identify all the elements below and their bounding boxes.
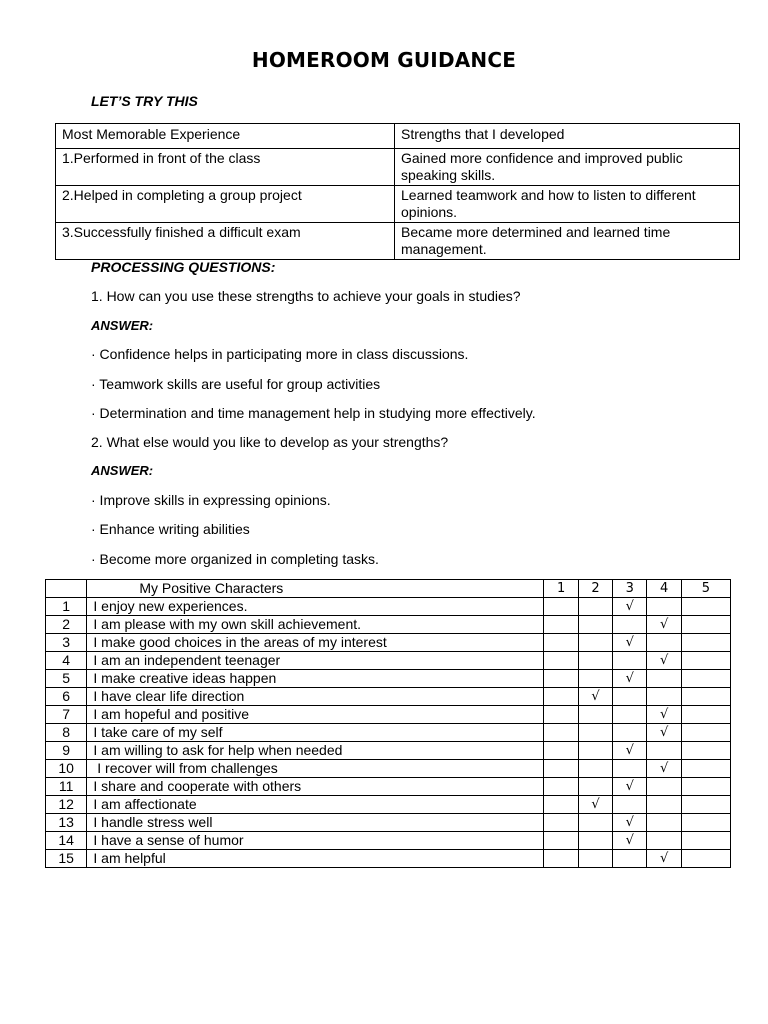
rating-cell-3 <box>613 778 647 796</box>
check-mark: √ <box>625 743 634 758</box>
rating-cell-1 <box>544 652 578 670</box>
table-row <box>46 778 731 796</box>
rating-cell-5 <box>681 850 730 868</box>
rating-cell-1 <box>544 850 578 868</box>
row-number-cell: 9 <box>46 742 87 760</box>
rating-cell-4 <box>647 832 681 850</box>
character-statement-cell: I make creative ideas happen <box>87 670 544 688</box>
rating-cell-5 <box>681 616 730 634</box>
rating-cell-4 <box>647 778 681 796</box>
rating-cell-1 <box>544 760 578 778</box>
experience-cell: 1.Performed in front of the class <box>56 149 395 186</box>
row-number-cell: 11 <box>46 778 87 796</box>
rating-cell-4 <box>647 688 681 706</box>
character-statement-cell: I have a sense of humor <box>87 832 544 850</box>
rating-cell-1 <box>544 634 578 652</box>
character-statement-cell: I handle stress well <box>87 814 544 832</box>
table-row <box>46 850 731 868</box>
strength-cell: Became more determined and learned time management. <box>395 223 740 260</box>
check-mark: √ <box>659 707 669 722</box>
row-number-cell: 3 <box>46 634 87 652</box>
character-statement-cell: I am hopeful and positive <box>87 706 544 724</box>
rating-cell-4 <box>647 706 681 724</box>
rating-cell-5 <box>681 814 730 832</box>
section-subtitle: LET’S TRY THIS <box>91 93 198 109</box>
table-row <box>46 742 731 760</box>
character-statement-cell: I am affectionate <box>87 796 544 814</box>
table-row <box>46 832 731 850</box>
answer-1-item: · Determination and time management help in studying more effectively. <box>91 405 536 421</box>
rating-cell-1 <box>544 706 578 724</box>
table-row <box>56 186 740 223</box>
row-number-cell: 12 <box>46 796 87 814</box>
rating-cell-5 <box>681 652 730 670</box>
rating-cell-2 <box>578 778 612 796</box>
rating-cell-1 <box>544 778 578 796</box>
answer-1-item: · Teamwork skills are useful for group activities <box>91 376 381 392</box>
rating-cell-2 <box>578 598 612 616</box>
table-row <box>46 652 731 670</box>
rating-cell-5 <box>681 742 730 760</box>
row-number-cell: 2 <box>46 616 87 634</box>
scale-header-1: 1 <box>544 580 578 598</box>
row-number-cell: 10 <box>46 760 87 778</box>
rating-cell-3 <box>613 598 647 616</box>
table-row <box>46 688 731 706</box>
table-row <box>46 670 731 688</box>
rating-cell-1 <box>544 598 578 616</box>
table-header-row <box>56 124 740 149</box>
rating-cell-1 <box>544 670 578 688</box>
rating-cell-5 <box>681 634 730 652</box>
table-row <box>46 724 731 742</box>
characters-table-body <box>46 580 731 868</box>
strength-cell: Learned teamwork and how to listen to different opinions. <box>395 186 740 223</box>
rating-cell-1 <box>544 742 578 760</box>
check-mark: √ <box>659 761 669 776</box>
table-header-row <box>46 580 731 598</box>
rating-cell-2 <box>578 796 612 814</box>
rating-cell-2 <box>578 760 612 778</box>
row-number-cell: 7 <box>46 706 87 724</box>
rating-cell-2 <box>578 832 612 850</box>
character-statement-cell: I share and cooperate with others <box>87 778 544 796</box>
rating-cell-3 <box>613 850 647 868</box>
character-statement-cell: I enjoy new experiences. <box>87 598 544 616</box>
rating-cell-3 <box>613 706 647 724</box>
character-statement-cell: I make good choices in the areas of my interest <box>87 634 544 652</box>
rating-cell-1 <box>544 724 578 742</box>
row-number-cell: 4 <box>46 652 87 670</box>
rating-cell-4 <box>647 598 681 616</box>
answer-label-1: ANSWER: <box>91 318 154 333</box>
check-mark: √ <box>591 689 600 704</box>
rating-cell-1 <box>544 616 578 634</box>
answer-2-item: · Become more organized in completing tasks. <box>91 551 379 567</box>
rating-cell-4 <box>647 616 681 634</box>
row-number-cell: 14 <box>46 832 87 850</box>
character-statement-cell: I am helpful <box>87 850 544 868</box>
table-row <box>46 796 731 814</box>
rating-cell-1 <box>544 688 578 706</box>
character-statement-cell: I have clear life direction <box>87 688 544 706</box>
scale-header-5: 5 <box>681 580 730 598</box>
rating-cell-3 <box>613 832 647 850</box>
check-mark: √ <box>659 617 669 632</box>
characters-header-cell: My Positive Characters <box>87 580 544 598</box>
check-mark: √ <box>625 671 634 686</box>
row-number-cell: 6 <box>46 688 87 706</box>
rating-cell-2 <box>578 706 612 724</box>
header-cell-experience: Most Memorable Experience <box>56 124 395 149</box>
table-row <box>46 616 731 634</box>
answer-1-item: · Confidence helps in participating more in class discussions. <box>91 346 469 362</box>
check-mark: √ <box>659 851 669 866</box>
question-2: 2. What else would you like to develop as your strengths? <box>91 434 449 450</box>
rating-cell-2 <box>578 850 612 868</box>
rating-cell-4 <box>647 814 681 832</box>
rating-cell-5 <box>681 832 730 850</box>
rating-cell-4 <box>647 724 681 742</box>
rating-cell-2 <box>578 742 612 760</box>
rating-cell-5 <box>681 688 730 706</box>
character-statement-cell: I am willing to ask for help when needed <box>87 742 544 760</box>
positive-characters-table <box>45 579 731 868</box>
rating-cell-4 <box>647 760 681 778</box>
rating-cell-3 <box>613 724 647 742</box>
check-mark: √ <box>625 779 634 794</box>
scale-header-2: 2 <box>578 580 612 598</box>
question-1: 1. How can you use these strengths to achieve your goals in studies? <box>91 288 521 304</box>
rating-cell-3 <box>613 688 647 706</box>
table-row <box>46 598 731 616</box>
rating-cell-5 <box>681 724 730 742</box>
row-number-cell: 5 <box>46 670 87 688</box>
rating-cell-3 <box>613 670 647 688</box>
character-statement-cell: I am an independent teenager <box>87 652 544 670</box>
answer-label-2: ANSWER: <box>91 463 154 478</box>
rating-cell-2 <box>578 814 612 832</box>
rating-cell-2 <box>578 688 612 706</box>
row-number-cell: 8 <box>46 724 87 742</box>
rating-cell-2 <box>578 724 612 742</box>
character-statement-cell: I recover will from challenges <box>87 760 544 778</box>
rating-cell-5 <box>681 796 730 814</box>
rating-cell-2 <box>578 634 612 652</box>
check-mark: √ <box>625 815 634 830</box>
rating-cell-2 <box>578 670 612 688</box>
check-mark: √ <box>659 725 669 740</box>
rating-cell-4 <box>647 742 681 760</box>
rating-cell-5 <box>681 706 730 724</box>
rating-cell-4 <box>647 652 681 670</box>
table-row <box>46 706 731 724</box>
rating-cell-2 <box>578 616 612 634</box>
scale-header-3: 3 <box>613 580 647 598</box>
table-row <box>56 149 740 186</box>
rating-cell-1 <box>544 796 578 814</box>
table-row <box>46 634 731 652</box>
rating-cell-3 <box>613 742 647 760</box>
rating-cell-3 <box>613 652 647 670</box>
processing-heading: PROCESSING QUESTIONS: <box>91 259 276 275</box>
check-mark: √ <box>625 635 634 650</box>
rating-cell-3 <box>613 616 647 634</box>
rating-cell-3 <box>613 760 647 778</box>
answer-2-item: · Improve skills in expressing opinions. <box>91 492 331 508</box>
scale-header-4: 4 <box>647 580 681 598</box>
rating-cell-5 <box>681 760 730 778</box>
rating-cell-5 <box>681 598 730 616</box>
check-mark: √ <box>625 833 634 848</box>
table-row <box>46 814 731 832</box>
strength-cell: Gained more confidence and improved public speaking skills. <box>395 149 740 186</box>
character-statement-cell: I take care of my self <box>87 724 544 742</box>
character-statement-cell: I am please with my own skill achievement. <box>87 616 544 634</box>
rating-cell-4 <box>647 850 681 868</box>
rating-cell-1 <box>544 814 578 832</box>
experience-cell: 2.Helped in completing a group project <box>56 186 395 223</box>
table-row <box>46 760 731 778</box>
check-mark: √ <box>625 599 634 614</box>
header-cell-strengths: Strengths that I developed <box>395 124 740 149</box>
answer-2-item: · Enhance writing abilities <box>91 521 250 537</box>
experience-table <box>55 123 740 260</box>
rating-cell-5 <box>681 670 730 688</box>
experience-cell: 3.Successfully finished a difficult exam <box>56 223 395 260</box>
row-number-cell: 1 <box>46 598 87 616</box>
table-row <box>56 223 740 260</box>
rating-cell-3 <box>613 814 647 832</box>
rating-cell-2 <box>578 652 612 670</box>
rating-cell-4 <box>647 796 681 814</box>
rating-cell-5 <box>681 778 730 796</box>
check-mark: √ <box>659 653 669 668</box>
row-number-cell: 15 <box>46 850 87 868</box>
row-number-cell: 13 <box>46 814 87 832</box>
rating-cell-4 <box>647 670 681 688</box>
check-mark: √ <box>591 797 600 812</box>
page-title: HOMEROOM GUIDANCE <box>251 48 517 72</box>
rating-cell-4 <box>647 634 681 652</box>
rating-cell-1 <box>544 832 578 850</box>
rating-cell-3 <box>613 634 647 652</box>
rating-cell-3 <box>613 796 647 814</box>
number-header-cell <box>46 580 87 598</box>
